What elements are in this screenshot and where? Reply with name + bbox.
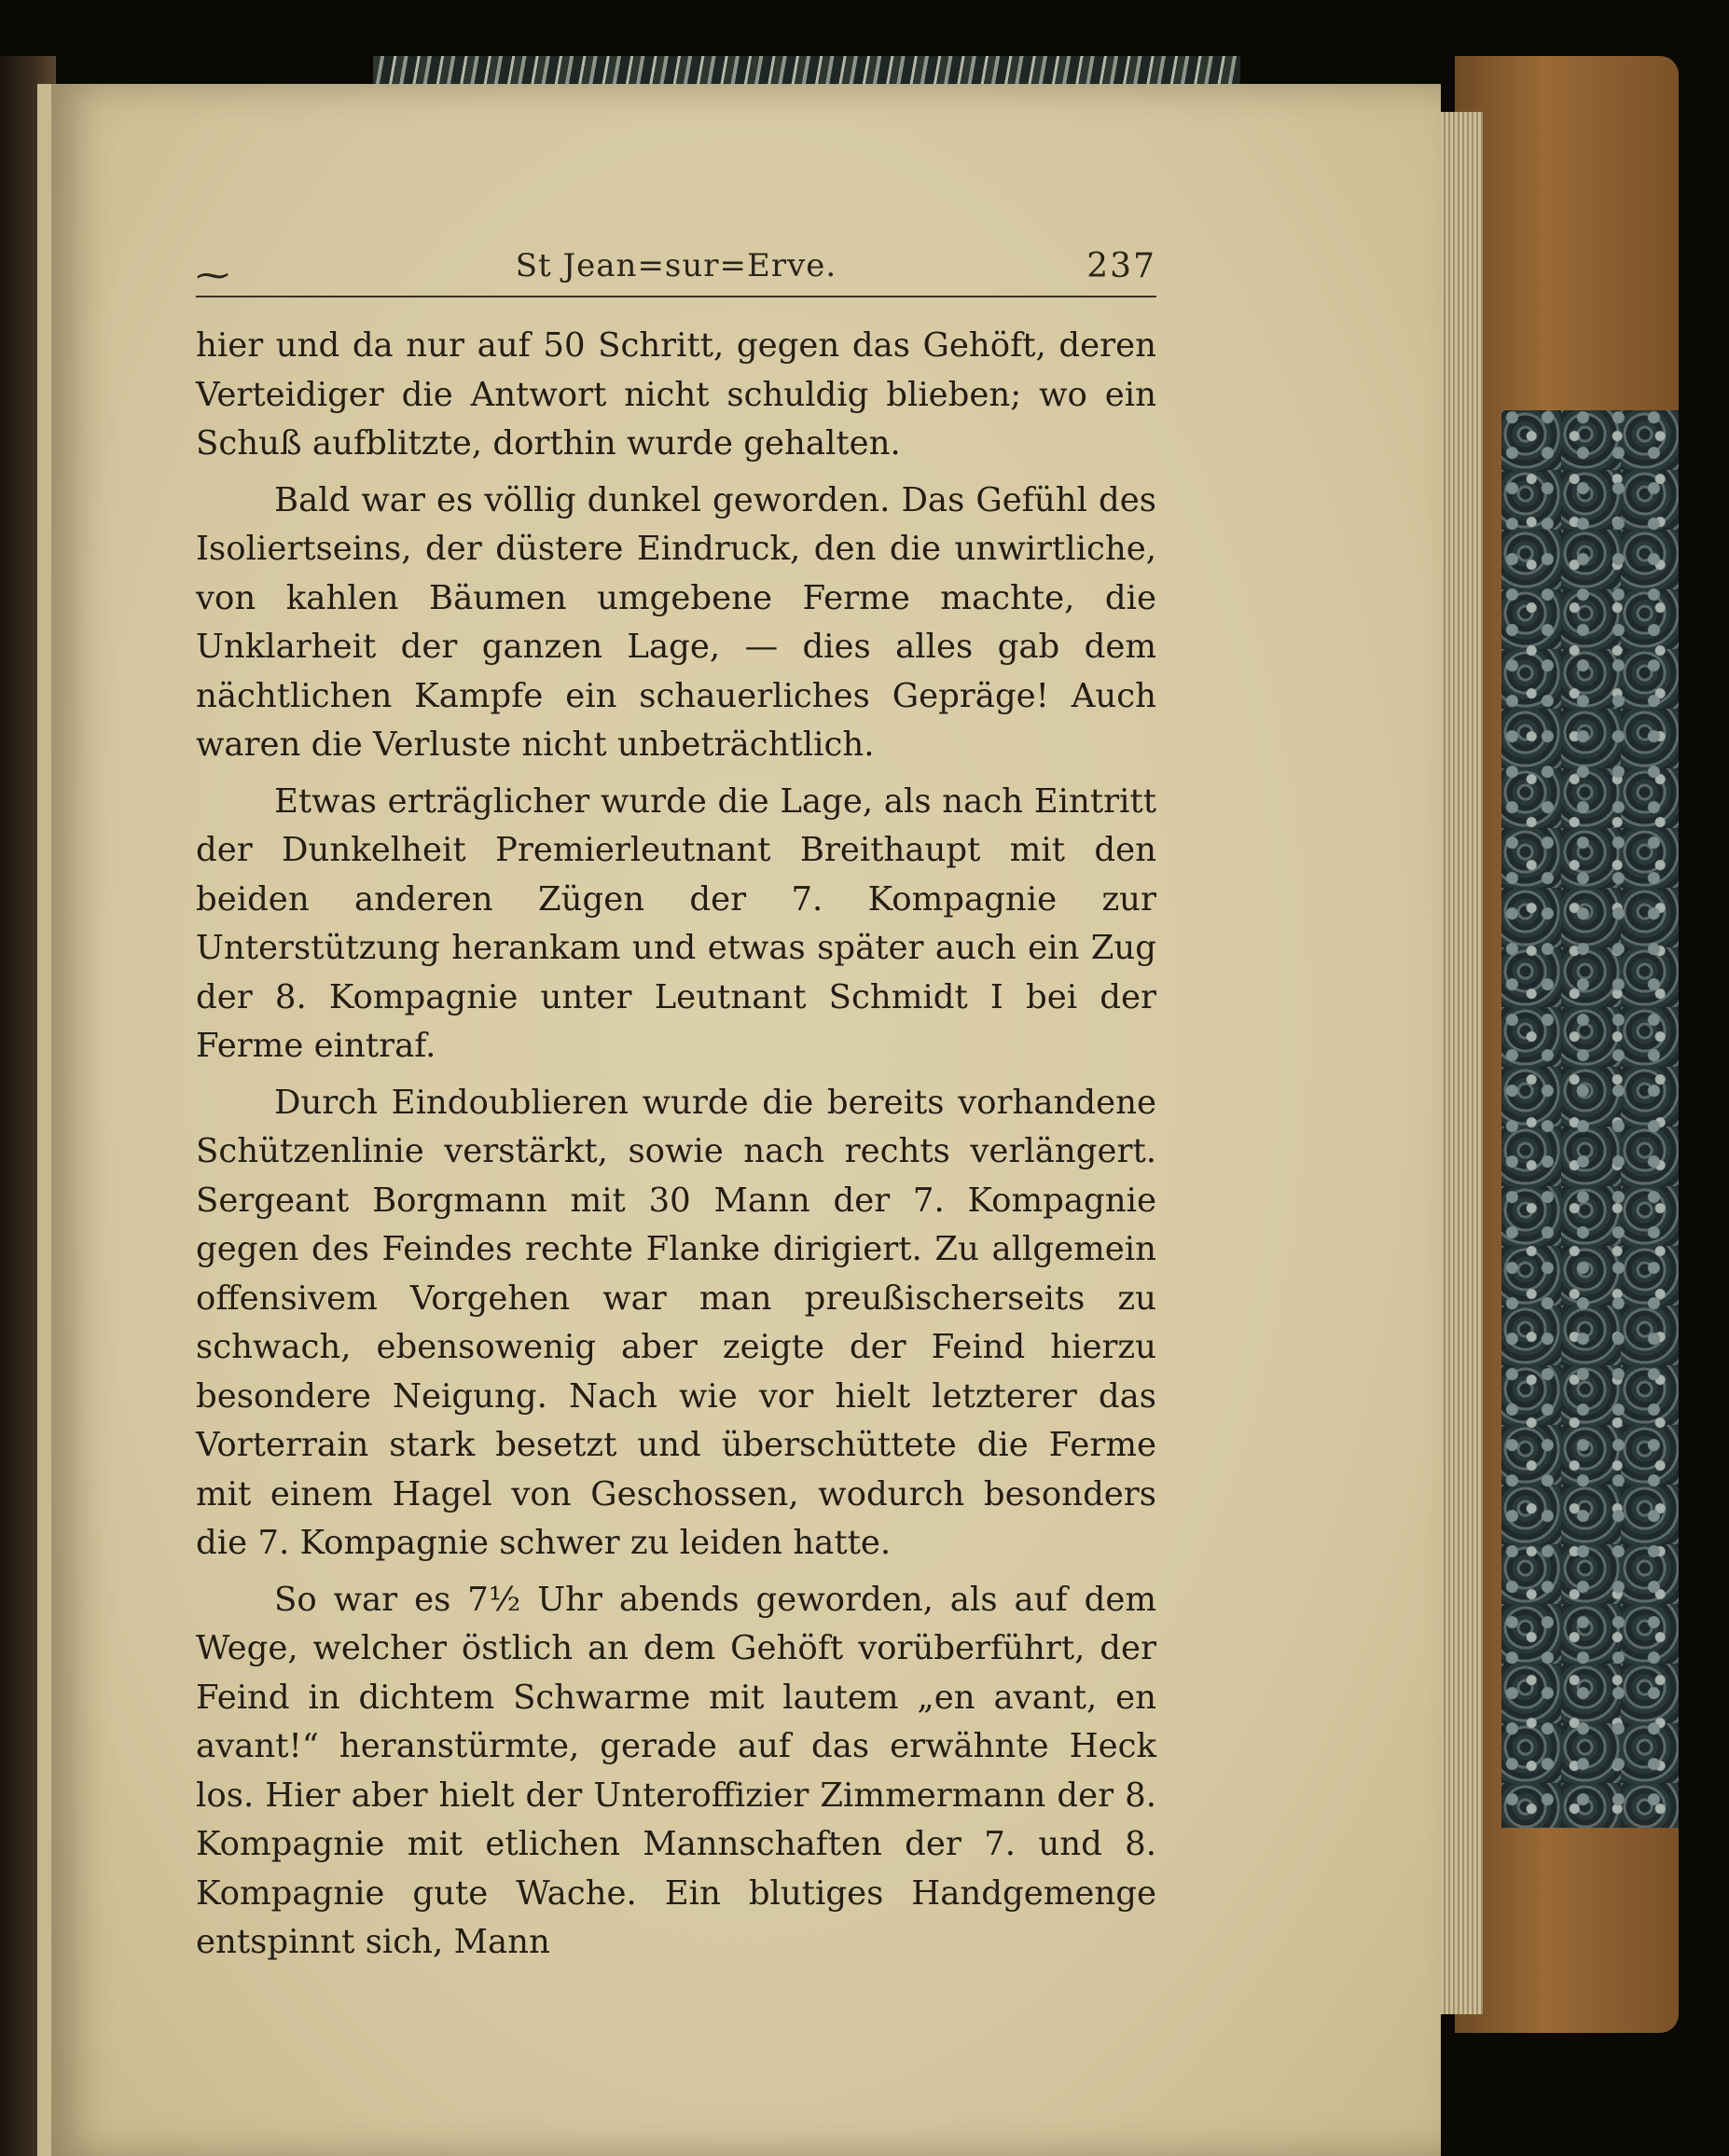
page-header: [196, 247, 1156, 303]
body-text: [196, 322, 1156, 1975]
marbled-endpaper: [1501, 410, 1679, 1828]
paragraph: Durch Eindoublieren wurde die bereits vorhandene Schützenlinie verstärkt, sowie nach rechts verlängert. Sergeant Borgmann mit 30 Mann der 7. Kompagnie gegen des Feindes rechte Flanke dirigiert. Zu allgemein offensivem Vorgehen war man preußischerseits zu schwach, ebensowenig aber zeigte der Feind hierzu besondere Neigung. Nach wie vor hielt letzterer das Vorterrain stark besetzt und überschüttete die Ferme mit einem Hagel von Geschossen, wodurch besonders die 7. Kompagnie schwer zu leiden hatte.: [196, 1083, 1156, 1562]
paragraph: Etwas erträglicher wurde die Lage, als nach Eintritt der Dunkelheit Premierleutnant Breithaupt mit den beiden anderen Zügen der 7. Kompagnie zur Unterstützung herankam und etwas später auch ein Zug der 8. Kompagnie unter Leutnant Schmidt I bei der Ferme eintraf.: [196, 781, 1156, 1065]
ornament-mark: ⁓: [196, 256, 229, 295]
paragraph: Bald war es völlig dunkel geworden. Das Gefühl des Isoliertseins, der düstere Eindruck, den die unwirtliche, von kahlen Bäumen umgebene Ferme machte, die Unklarheit der ganzen Lage, — dies alles gab dem nächtlichen Kampfe ein schauerliches Gepräge! Auch waren die Verluste nicht unbeträchtlich.: [196, 480, 1156, 764]
running-title: St Jean=sur=Erve.: [515, 247, 837, 284]
paragraph: So war es 7½ Uhr abends geworden, als auf dem Wege, welcher östlich an dem Gehöft vorüberführt, der Feind in dichtem Schwarme mit lautem „en avant, en avant!“ heranstürmte, gerade auf das erwähnte Heck los. Hier aber hielt der Unteroffizier Zimmermann der 8. Kompagnie mit etlichen Mannschaften der 7. und 8. Kompagnie gute Wache. Ein blutiges Handgemenge entspinnt sich, Mann: [196, 1580, 1156, 1961]
header-rule: [196, 296, 1156, 297]
page-number: 237: [1086, 247, 1156, 285]
paragraph: hier und da nur auf 50 Schritt, gegen das Gehöft, deren Verteidiger die Antwort nicht schuldig blieben; wo ein Schuß aufblitzte, dorthin wurde gehalten.: [196, 326, 1156, 463]
